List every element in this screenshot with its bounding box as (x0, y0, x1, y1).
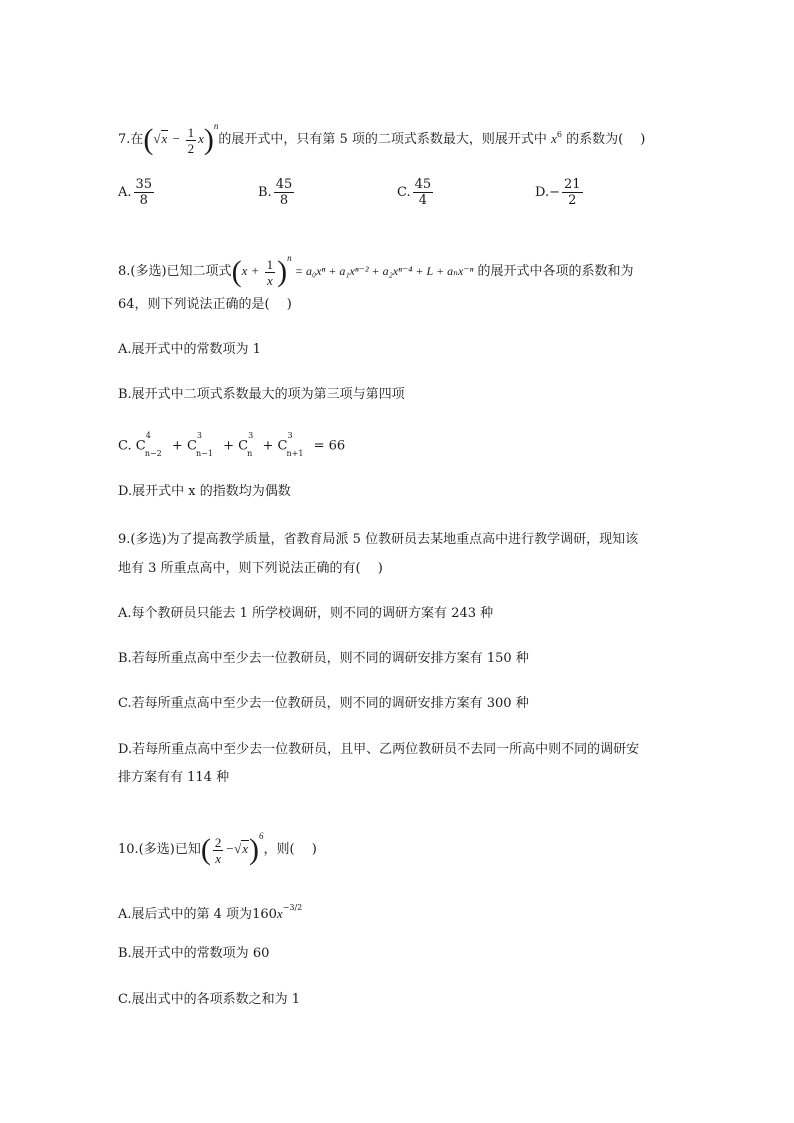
q10-expression: ( $\frac{2}{x}$ −√x)$^6$ (200, 831, 264, 867)
q7-option-a[interactable]: A. $\frac{35}{8}$ (118, 177, 153, 208)
q10-prefix: 10.(多选)已知 (118, 842, 201, 857)
q9-line2: 地有 3 所重点高中，则下列说法正确的有( ) (118, 561, 383, 576)
q8-option-c[interactable]: C. $C^4_{n-2} + C^3_{n-1} + C^3_n + C^3_{n+1} = 66$ (118, 431, 346, 458)
q10-option-c[interactable]: C.展出式中的各项系数之和为 1 (118, 992, 301, 1007)
q8-prefix: 8.(多选)已知二项式 (118, 264, 232, 279)
q8-tail: 的展开式中各项的系数和为 (477, 264, 634, 279)
q8-option-b[interactable]: B.展开式中二项式系数最大的项为第三项与第四项 (118, 387, 405, 402)
q9-option-c[interactable]: C.若每所重点高中至少去一位教研员，则不同的调研安排方案有 300 种 (118, 696, 529, 711)
q7-option-b[interactable]: B. $\frac{45}{8}$ (258, 177, 293, 208)
q10-option-b[interactable]: B.展开式中的常数项为 60 (118, 946, 270, 961)
q10-tail: ，则( ) (263, 842, 317, 857)
q7-tail: 的系数为( ) (566, 132, 646, 147)
q7-option-d[interactable]: D.− $\frac{21}{2}$ (535, 177, 581, 208)
q8-expression: (x + $\frac{1}{x}$ )$^n$ = a₀xⁿ + a₁xⁿ⁻² + a₂xⁿ⁻⁴ + L + aₙx⁻ⁿ (231, 253, 474, 289)
q8-option-a[interactable]: A.展开式中的常数项为 1 (118, 342, 261, 357)
q9-option-b[interactable]: B.若每所重点高中至少去一位教研员，则不同的调研安排方案有 150 种 (118, 651, 529, 666)
q9-option-a[interactable]: A.每个教研员只能去 1 所学校调研，则不同的调研方案有 243 种 (118, 606, 494, 621)
q7-expression: (√x − $\frac{1}{2}$ x)$^n$ (143, 121, 219, 157)
question-10-stem (118, 826, 317, 866)
q7-text: 的展开式中，只有第 5 项的二项式系数最大，则展开式中 (218, 132, 547, 147)
question-8-stem (118, 248, 634, 288)
q9-option-d[interactable]: D.若每所重点高中至少去一位教研员，且甲、乙两位教研员不去同一所高中则不同的调研安 (118, 742, 640, 757)
q9-line1: 9.(多选)为了提高教学质量，省教育局派 5 位教研员去某地重点高中进行教学调研，现知该 (118, 532, 639, 547)
q10-option-a[interactable]: A.展后式中的第 4 项为$160x^{-3/2}$ (118, 903, 303, 922)
q9-option-d-cont: 排方案有有 114 种 (118, 770, 230, 785)
q7-prefix: 7.在 (118, 132, 144, 147)
q8-line2: 64，则下列说法正确的是( ) (118, 297, 292, 312)
q8-option-d[interactable]: D.展开式中 x 的指数均为偶数 (118, 484, 291, 499)
sqrt-x: √x (153, 131, 168, 146)
question-7-stem: 7.在(√x − $\frac{1}{2}$ x)$^n$的展开式中，只有第 5 项的二项式系数最大，则展开式中 $x^6$ 的系数为( ) (118, 121, 646, 157)
q7-option-c[interactable]: C. $\frac{45}{4}$ (397, 177, 432, 208)
